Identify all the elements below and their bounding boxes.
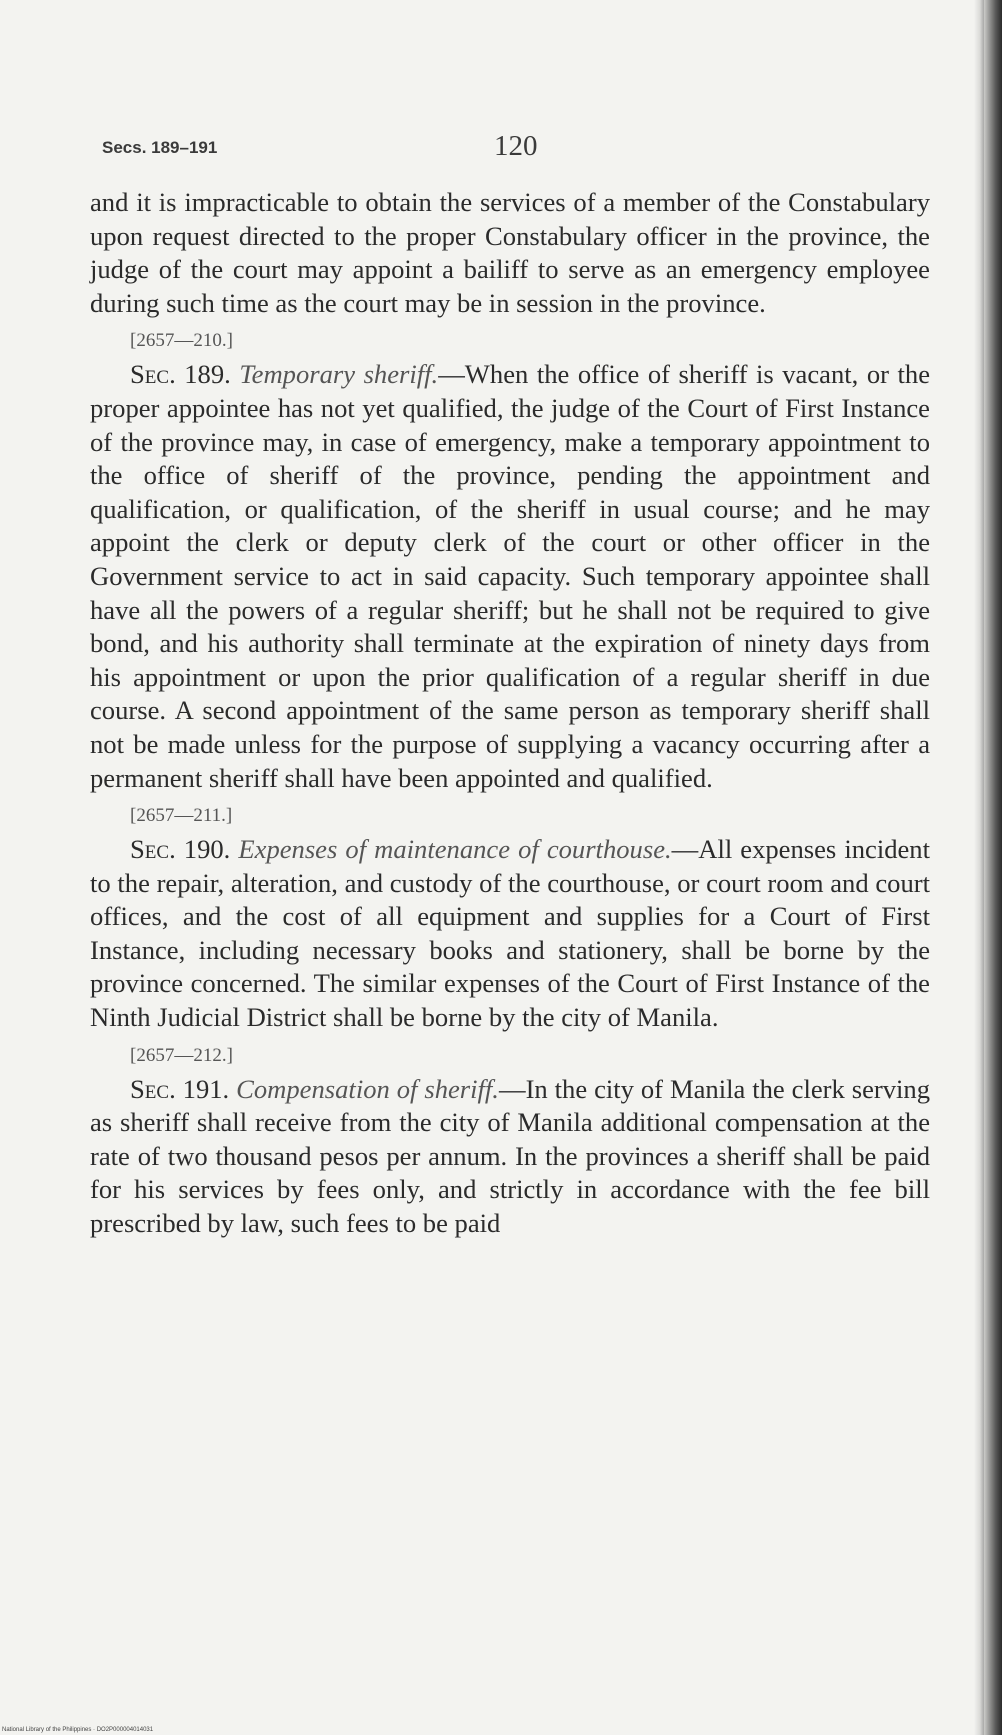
page-number: 120 [494, 130, 538, 162]
library-watermark: National Library of the Philippines · DO2P000004014031 [2, 1727, 154, 1733]
page-body [90, 186, 930, 1241]
section-title: Temporary sheriff. [239, 359, 439, 390]
section-190 [90, 833, 930, 1035]
section-text: —In the city of Manila the clerk serving as sheriff shall receive from the city of Manila additional compensation at the rate of two thousand pesos per annum. In the provinces a sheriff shall be paid for his services by fees only, and strictly in accordance with the fee bill prescribed by law, such fees to be paid [90, 1073, 931, 1239]
section-citation: [2657—210.] [130, 330, 233, 352]
page-header [102, 130, 922, 170]
section-191 [90, 1073, 930, 1241]
section-text: —When the office of sheriff is vacant, or the proper appointee has not yet qualified, the judge of the Court of First Instance of the province may, in case of emergency, make a temporary appointment to the office of sheriff of the province, pending the appointment and qualification, or qualification, of the sheriff in usual course; and he may appoint the clerk or deputy clerk of the court or other officer in the Government service to act in said capacity. Such temporary appointee shall have all the powers of a regular sheriff; but he shall not be required to give bond, and his authority shall terminate at the expiration of ninety days from his appointment or upon the prior qualification of a regular sheriff in due course. A second appointment of the same person as temporary sheriff shall not be made unless for the purpose of supplying a vacancy occurring after a permanent sheriff shall have been appointed and qualified. [90, 359, 930, 793]
page-edge-shadow [980, 0, 1002, 1735]
section-label: Sec. 189. [130, 359, 231, 390]
running-head: Secs. 189–191 [102, 138, 218, 157]
section-citation: [2657—212.] [130, 1044, 233, 1066]
section-text: —All expenses incident to the repair, alteration, and custody of the courthouse, or court room and court offices, and the cost of all equipment and supplies for a Court of First Instance, including necessary books and stationery, shall be borne by the province concerned. The similar expenses of the Court of First Instance of the Ninth Judicial District shall be borne by the city of Manila. [90, 834, 930, 1033]
section-189 [90, 358, 930, 795]
section-label: Sec. 190. [130, 834, 231, 865]
section-citation: [2657—211.] [130, 805, 233, 827]
section-label: Sec. 191. [130, 1073, 230, 1104]
intro-paragraph: and it is impracticable to obtain the services of a member of the Constabulary upon request directed to the proper Constabulary officer in the province, the judge of the court may appoint a bailiff to serve as an emergency employee during such time as the court may be in session in the province. [90, 187, 930, 318]
section-title: Expenses of maintenance of courthouse. [238, 834, 672, 865]
section-title: Compensation of sheriff. [236, 1073, 499, 1104]
